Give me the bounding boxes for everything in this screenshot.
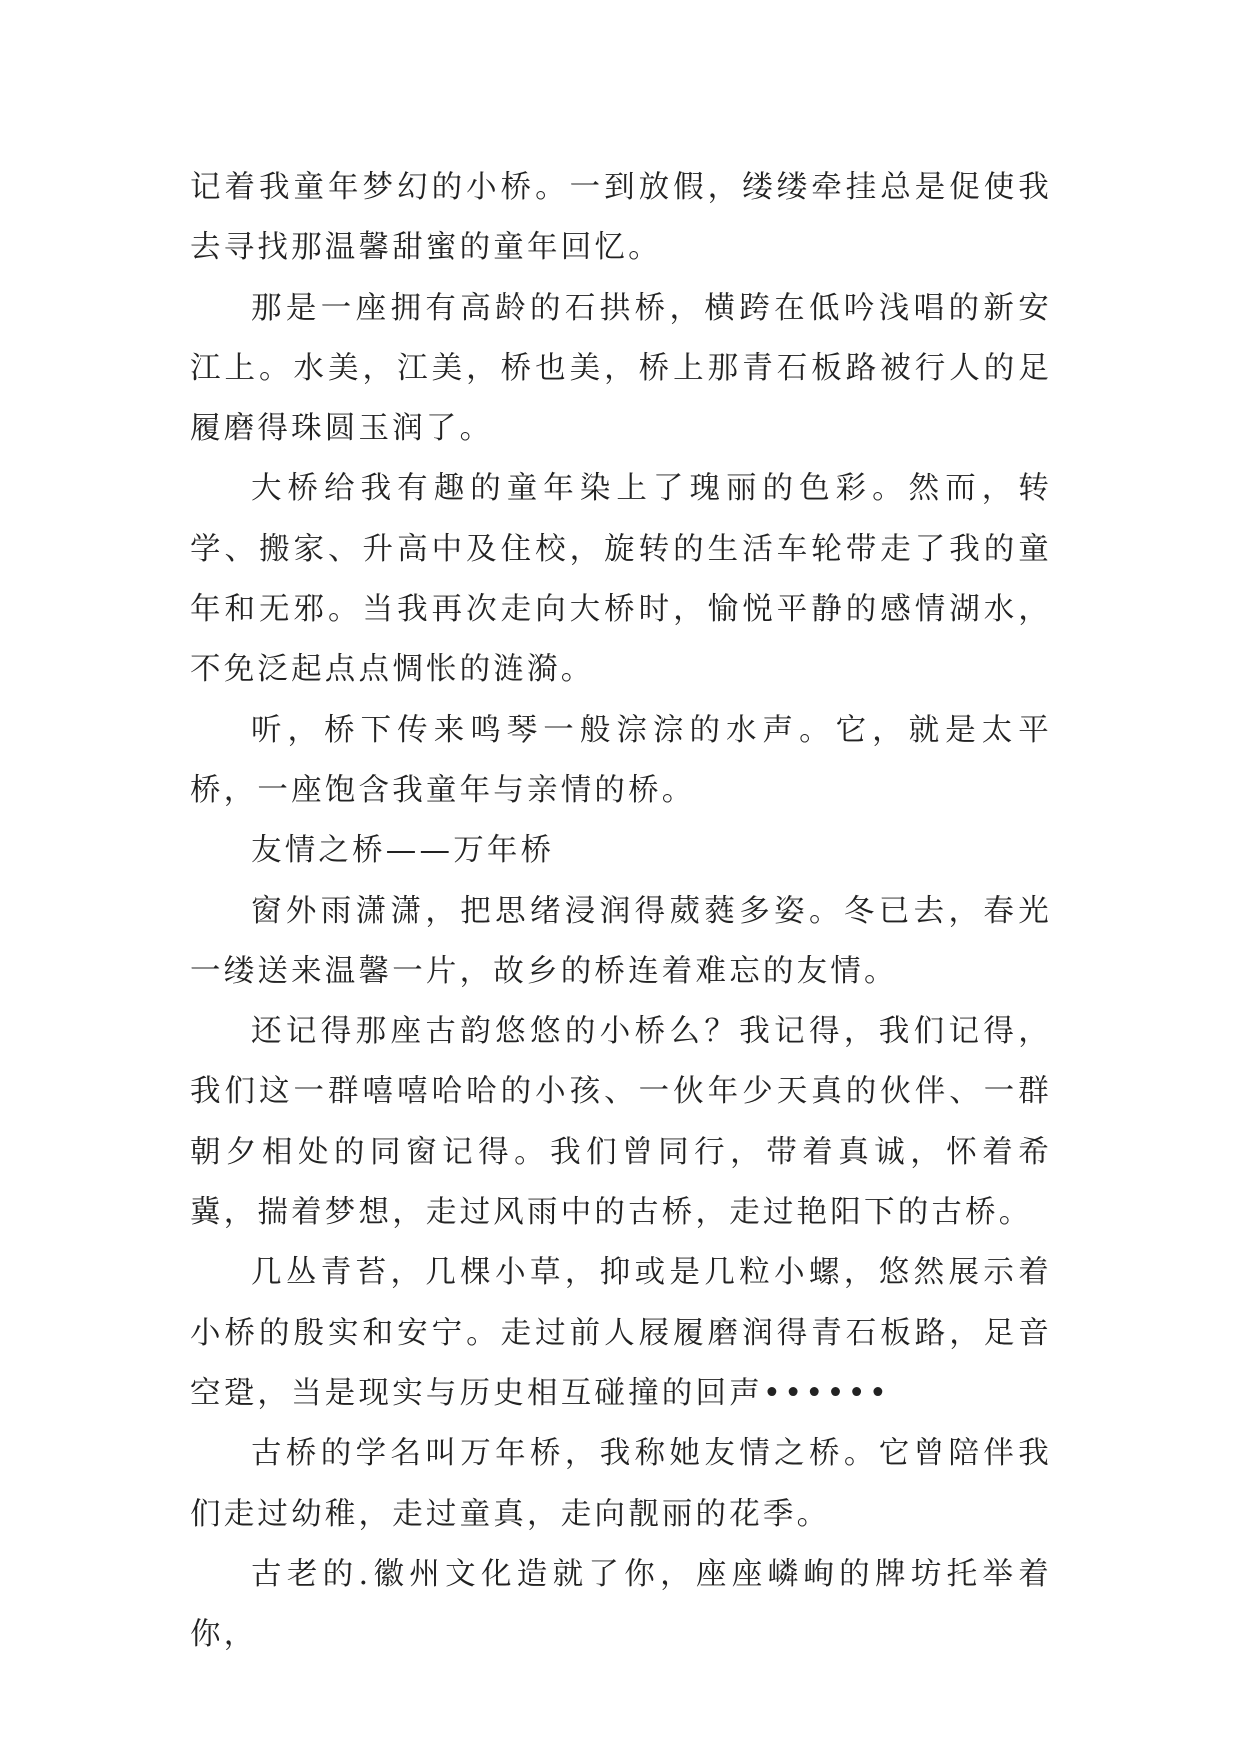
paragraph-4: 听，桥下传来鸣琴一般淙淙的水声。它，就是太平桥，一座饱含我童年与亲情的桥。 — [190, 712, 1052, 808]
paragraph-8: 古桥的学名叫万年桥，我称她友情之桥。它曾陪伴我们走过幼稚，走过童真，走向靓丽的花季。 — [190, 1436, 1052, 1532]
paragraph-9: 古老的.徽州文化造就了你，座座嶙峋的牌坊托举着你， — [190, 1556, 1052, 1653]
paragraph-5: 窗外雨潇潇，把思绪浸润得葳蕤多姿。冬已去，春光一缕送来温馨一片，故乡的桥连着难忘的友情。 — [190, 893, 1052, 989]
paragraph-1: 记着我童年梦幻的小桥。一到放假，缕缕牵挂总是促使我去寻找那温馨甜蜜的童年回忆。 — [190, 170, 1052, 266]
paragraph-3: 大桥给我有趣的童年染上了瑰丽的色彩。然而，转学、搬家、升高中及住校，旋转的生活车轮带走了我的童年和无邪。当我再次走向大桥时，愉悦平静的感情湖水，不免泛起点点惆怅的涟漪。 — [190, 471, 1052, 688]
paragraph-7: 几丛青苔，几棵小草，抑或是几粒小螺，悠然展示着小桥的殷实和安宁。走过前人屐履磨润得青石板路，足音空跫，当是现实与历史相互碰撞的回声•••••• — [190, 1255, 1052, 1411]
section-heading: 友情之桥——万年桥 — [251, 833, 555, 869]
document-body — [190, 158, 1052, 1665]
paragraph-6: 还记得那座古韵悠悠的小桥么？我记得，我们记得，我们这一群嘻嘻哈哈的小孩、一伙年少天真的伙伴、一群朝夕相处的同窗记得。我们曾同行，带着真诚，怀着希冀，揣着梦想，走过风雨中的古桥，走过艳阳下的古桥。 — [190, 1014, 1052, 1231]
paragraph-2: 那是一座拥有高龄的石拱桥，横跨在低吟浅唱的新安江上。水美，江美，桥也美，桥上那青石板路被行人的足履磨得珠圆玉润了。 — [190, 290, 1052, 447]
